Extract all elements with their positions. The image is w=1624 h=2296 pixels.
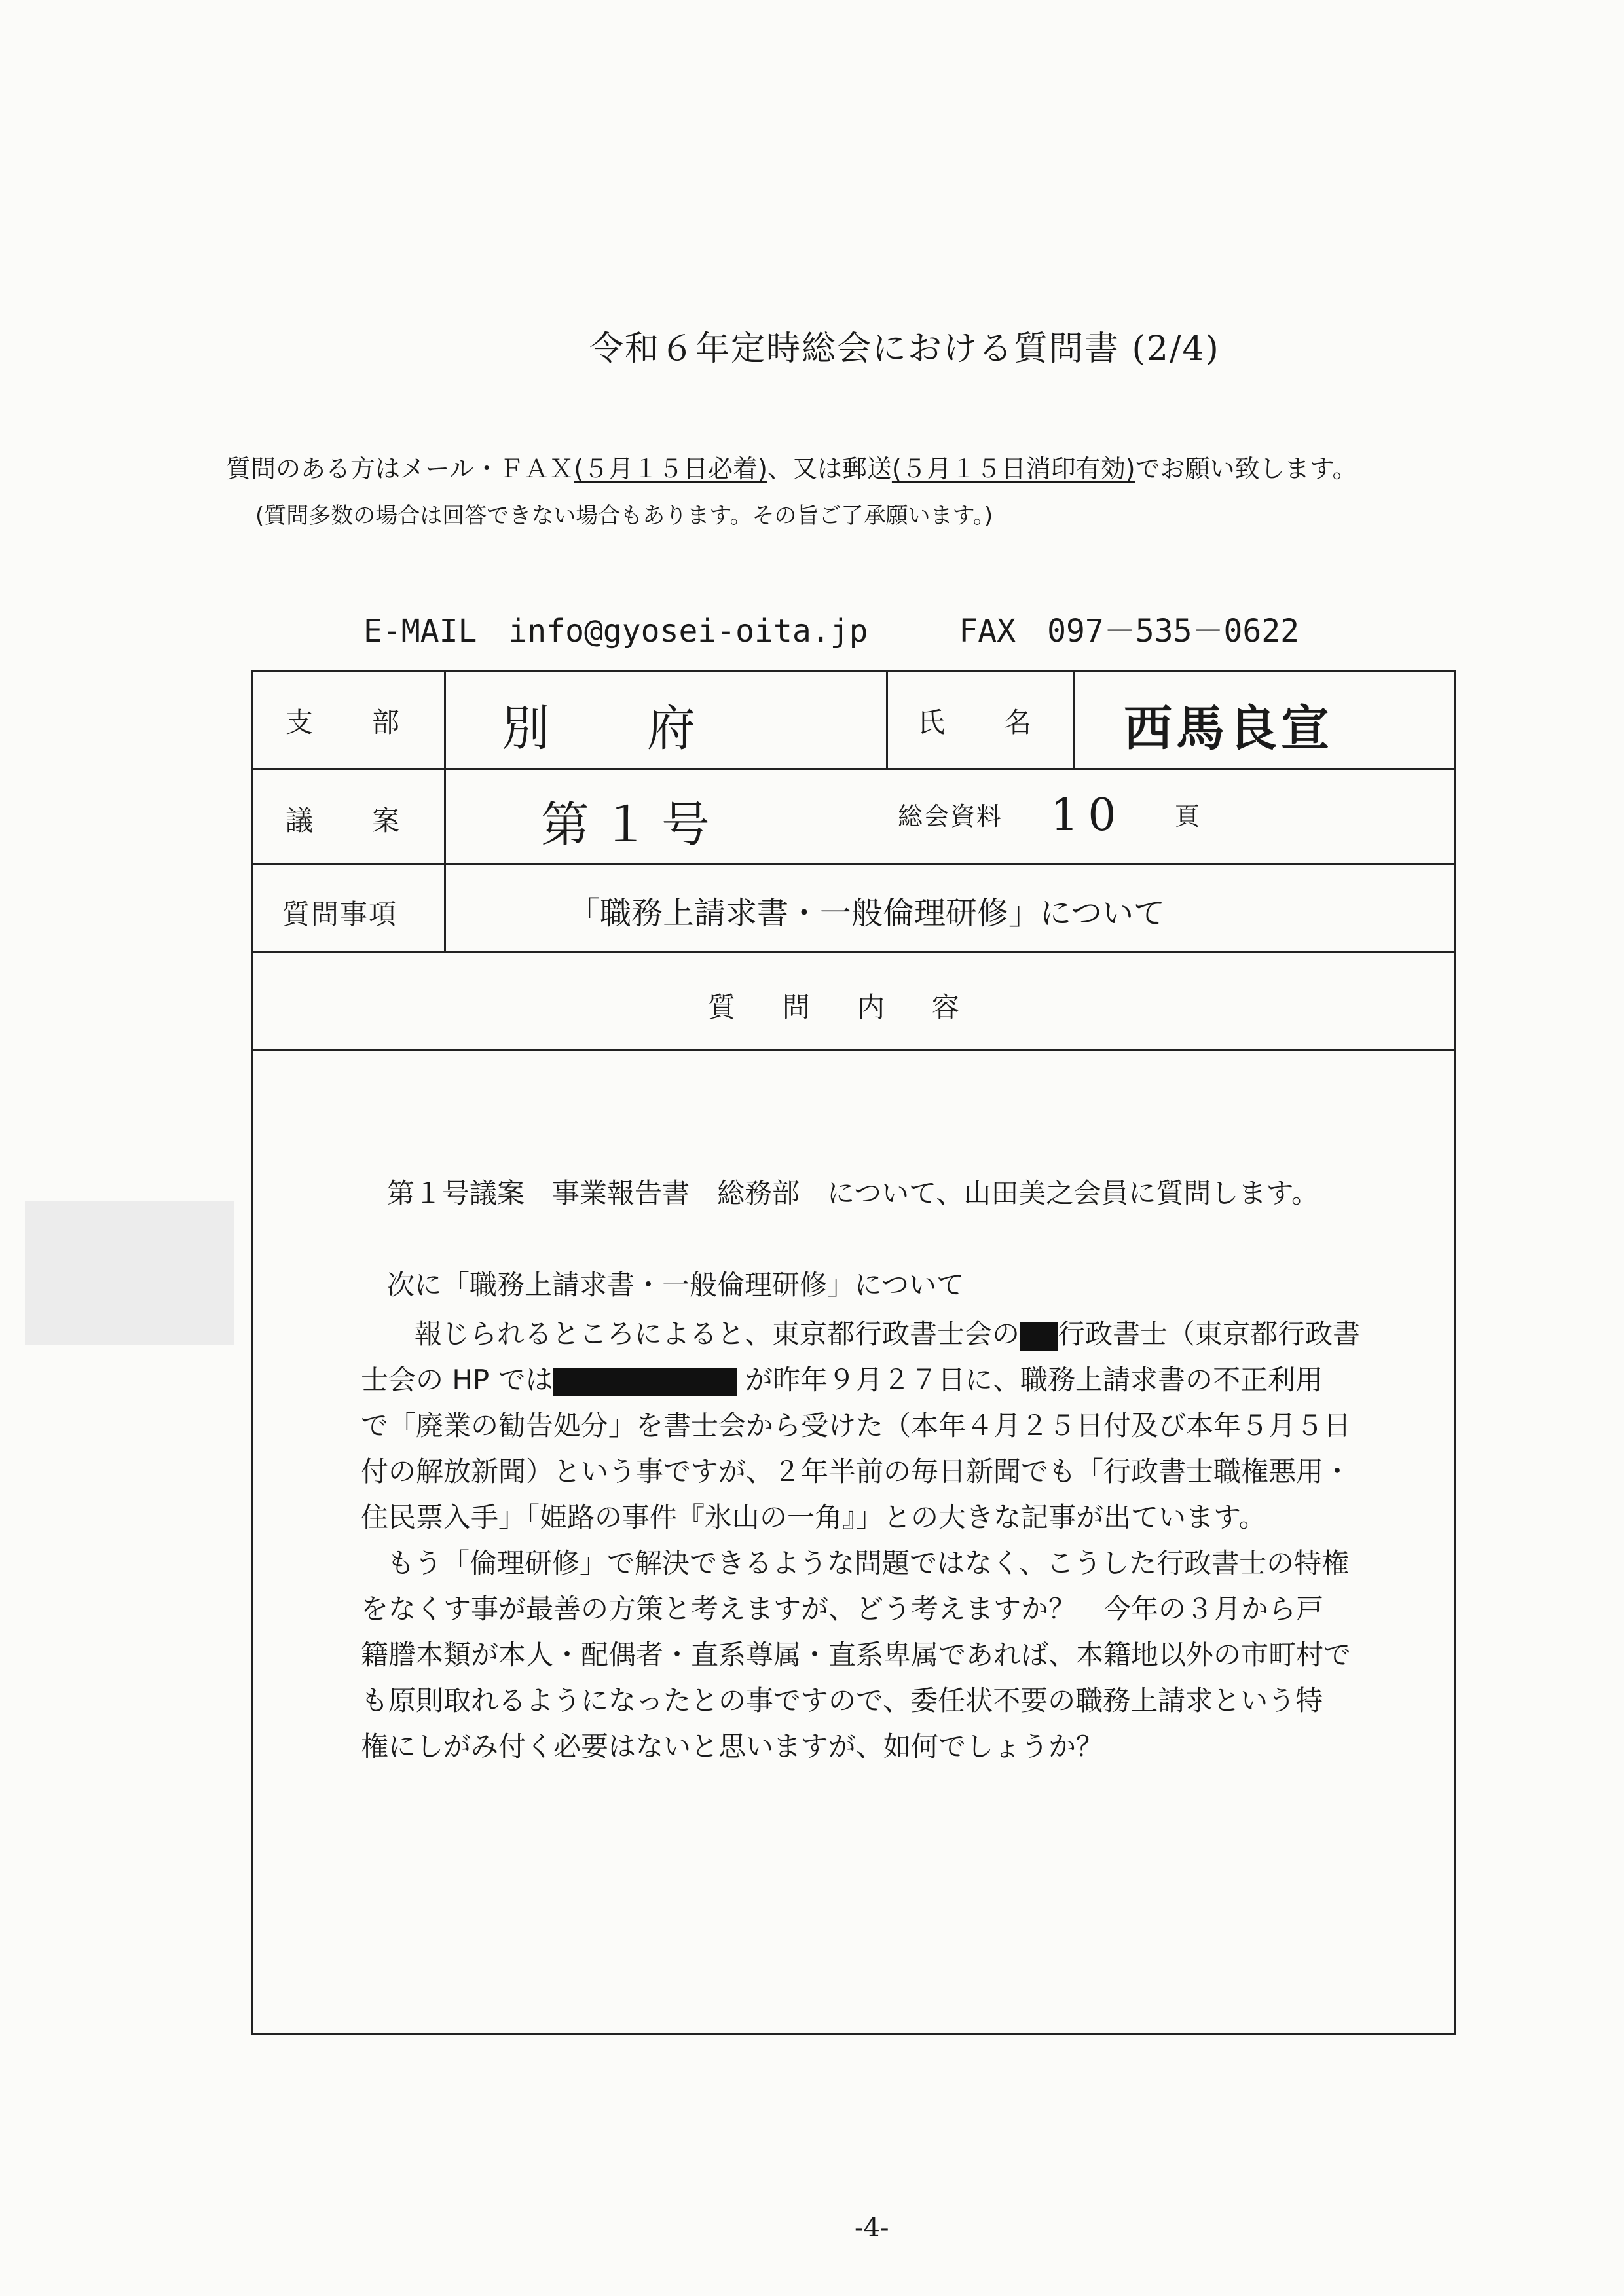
agenda-label: 議 案 (286, 805, 401, 837)
column-divider (444, 672, 446, 951)
fax-number: FAX 097－535－0622 (959, 613, 1300, 649)
content-line-8: もう「倫理研修」で解決できるような問題ではなく、こうした行政書士の特権 (387, 1547, 1350, 1579)
column-divider (1073, 672, 1075, 768)
content-line-9: をなくす事が最善の方策と考えますが、どう考えますか？ 今年の３月から戸 (361, 1593, 1324, 1625)
content-line-12: 権にしがみ付く必要はないと思いますが、如何でしょうか？ (361, 1730, 1104, 1762)
deadline-fax: (５月１５日必着) (574, 454, 767, 483)
content-line-4a: 士会の HP では (361, 1364, 553, 1396)
instr-part1: 質問のある方はメール・ＦＡＸ (226, 454, 574, 483)
instr-part2: 、又は郵送 (767, 454, 892, 483)
question-form-table (251, 670, 1456, 2035)
column-divider (886, 672, 888, 768)
contact-line (363, 606, 1299, 651)
content-line-6: 付の解放新聞）という事ですが、２年半前の毎日新聞でも「行政書士職権悪用・ (361, 1455, 1352, 1487)
branch-value: 別 府 (502, 701, 695, 757)
title-page-mark: (2/4) (1132, 329, 1220, 369)
name-label: 氏 名 (917, 706, 1033, 738)
redaction-block (1020, 1322, 1058, 1351)
name-value: 西馬良宣 (1124, 701, 1333, 757)
row-divider (253, 863, 1454, 865)
row-divider (253, 1049, 1454, 1051)
material-label: 総会資料 (898, 802, 1003, 831)
content-line-3a: 報じられるところによると、東京都行政書士会の (415, 1318, 1020, 1350)
deadline-post: (５月１５日消印有効) (891, 454, 1135, 483)
title-text: 令和６年定時総会における質問書 (589, 329, 1120, 369)
instructions (226, 448, 1357, 484)
material-unit: 頁 (1175, 802, 1202, 831)
content-line-1: 第１号議案 事業報告書 総務部 について、山田美之会員に質問します。 (387, 1177, 1319, 1209)
content-line-4 (361, 1356, 1323, 1404)
row-divider (253, 768, 1454, 770)
content-line-3b: 行政書士（東京都行政書 (1058, 1318, 1361, 1350)
content-line-11: も原則取れるようになったとの事ですので、委任状不要の職務上請求という特 (361, 1685, 1323, 1717)
redaction-block (553, 1368, 737, 1396)
email-address: E-MAIL info@gyosei-oita.jp (363, 613, 868, 649)
agenda-value: 第１号 (541, 797, 722, 853)
content-line-3 (387, 1310, 1360, 1358)
content-line-2: 次に「職務上請求書・一般倫理研修」について (387, 1269, 965, 1301)
material-page: 10 (1050, 790, 1126, 841)
branch-label: 支 部 (286, 706, 401, 738)
content-header: 質問内容 (708, 991, 1007, 1023)
instr-part3: でお願い致します。 (1135, 454, 1357, 483)
instructions-note: (質問多数の場合は回答できない場合もあります。その旨ご了承願います。) (255, 503, 993, 529)
page-number: -4- (855, 2213, 889, 2243)
page-title (589, 321, 1220, 370)
subject-label: 質問事項 (282, 898, 398, 930)
content-line-5: で「廃業の勧告処分」を書士会から受けた（本年４月２５日付及び本年５月５日 (361, 1410, 1352, 1442)
row-divider (253, 951, 1454, 953)
subject-value: 「職務上請求書・一般倫理研修」について (568, 895, 1166, 932)
content-line-10: 籍謄本類が本人・配偶者・直系尊属・直系卑属であれば、本籍地以外の市町村で (361, 1639, 1352, 1671)
scan-artifact (25, 1201, 234, 1345)
content-line-7: 住民票入手」「姫路の事件『氷山の一角』」との大きな記事が出ています。 (361, 1501, 1266, 1533)
content-line-4b: が昨年９月２７日に、職務上請求書の不正利用 (736, 1364, 1323, 1396)
